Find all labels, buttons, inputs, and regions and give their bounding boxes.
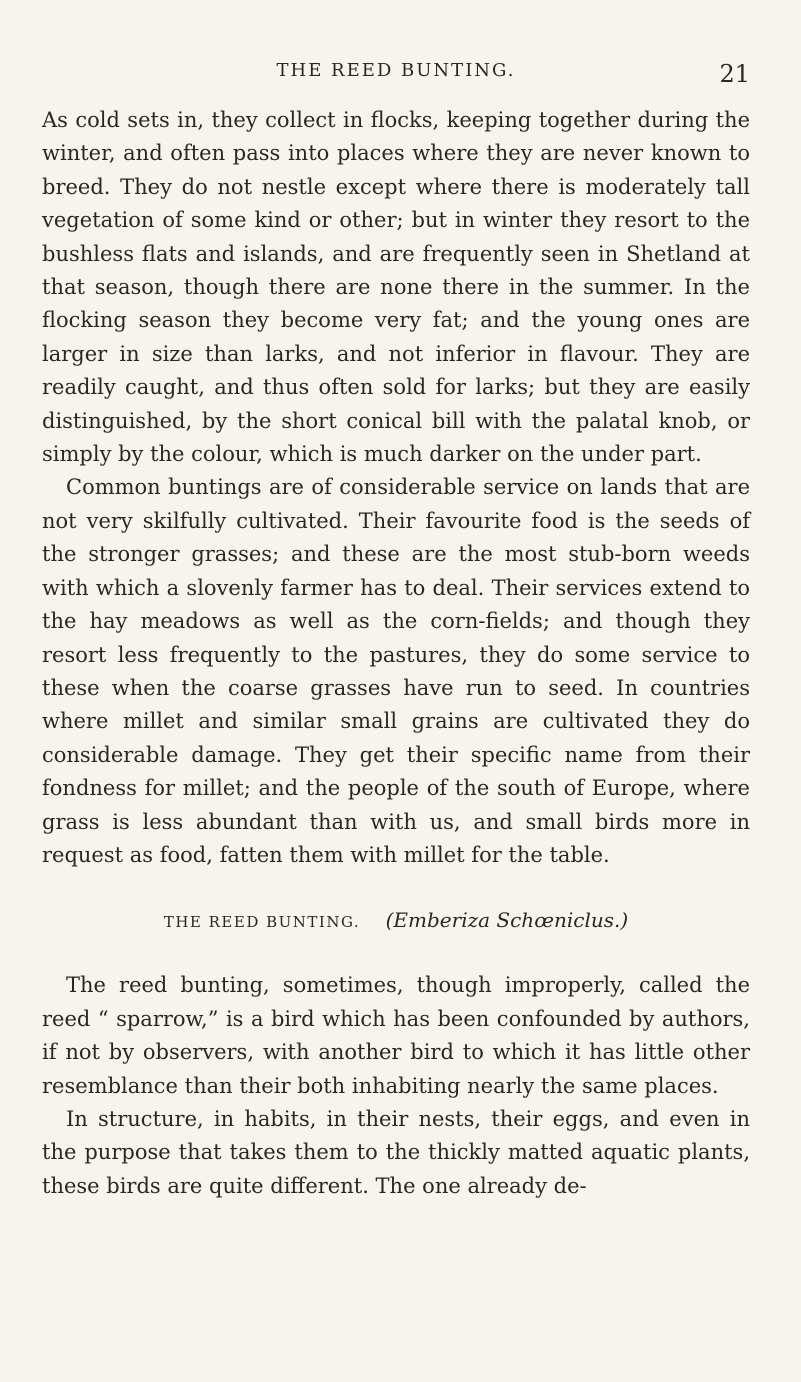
paragraph-common-buntings: Common buntings are of considerable service on lands that are not very skilfully cultivated. Their favourite food is the seeds of the stronger grasses; and these are the most stub-born weeds with which a slovenly farmer has to deal. Their services extend to the hay meadows as well as the corn-fields; and though they resort less frequently to the pastures, they do some service to these when the coarse grasses have run to seed. In countries where millet and similar small grains are cultivated they do considerable damage. They get their specific name from their fondness for millet; and the people of the south of Europe, where grass is less abundant than with us, and small birds more in request as food, fatten them with millet for the table. xyxy=(42,475,750,867)
section-heading-title: THE REED BUNTING. xyxy=(163,913,361,932)
paragraph-reed-bunting-structure: In structure, in habits, in their nests, their eggs, and even in the purpose that takes them to the thickly matted aquatic plants, these birds are quite different. The one already de- xyxy=(42,1106,750,1198)
running-title: THE REED BUNTING. xyxy=(276,60,516,81)
paragraph-reed-bunting-intro: The reed bunting, sometimes, though improperly, called the reed “ sparrow,” is a bird which has been confounded by authors, if not by observers, with another bird to which it has little other resemblance than their both inhabiting nearly the same places. xyxy=(42,973,750,1098)
body-text xyxy=(42,104,750,1203)
section-heading-latin-name: (Emberiza Schœniclus.) xyxy=(385,908,629,933)
paragraph-flocking: As cold sets in, they collect in flocks, keeping together during the winter, and often pass into places where they are never known to breed. They do not nestle except where there is moderately tall vegetation of some kind or other; but in winter they resort to the bushless flats and islands, and are frequently seen in Shetland at that season, though there are none there in the summer. In the flocking season they become very fat; and the young ones are larger in size than larks, and not inferior in flavour. They are readily caught, and thus often sold for larks; but they are easily distinguished, by the short conical bill with the palatal knob, or simply by the colour, which is much darker on the under part. xyxy=(42,108,750,467)
page-number: 21 xyxy=(719,60,750,88)
running-head xyxy=(42,60,750,88)
section-heading xyxy=(42,905,750,937)
